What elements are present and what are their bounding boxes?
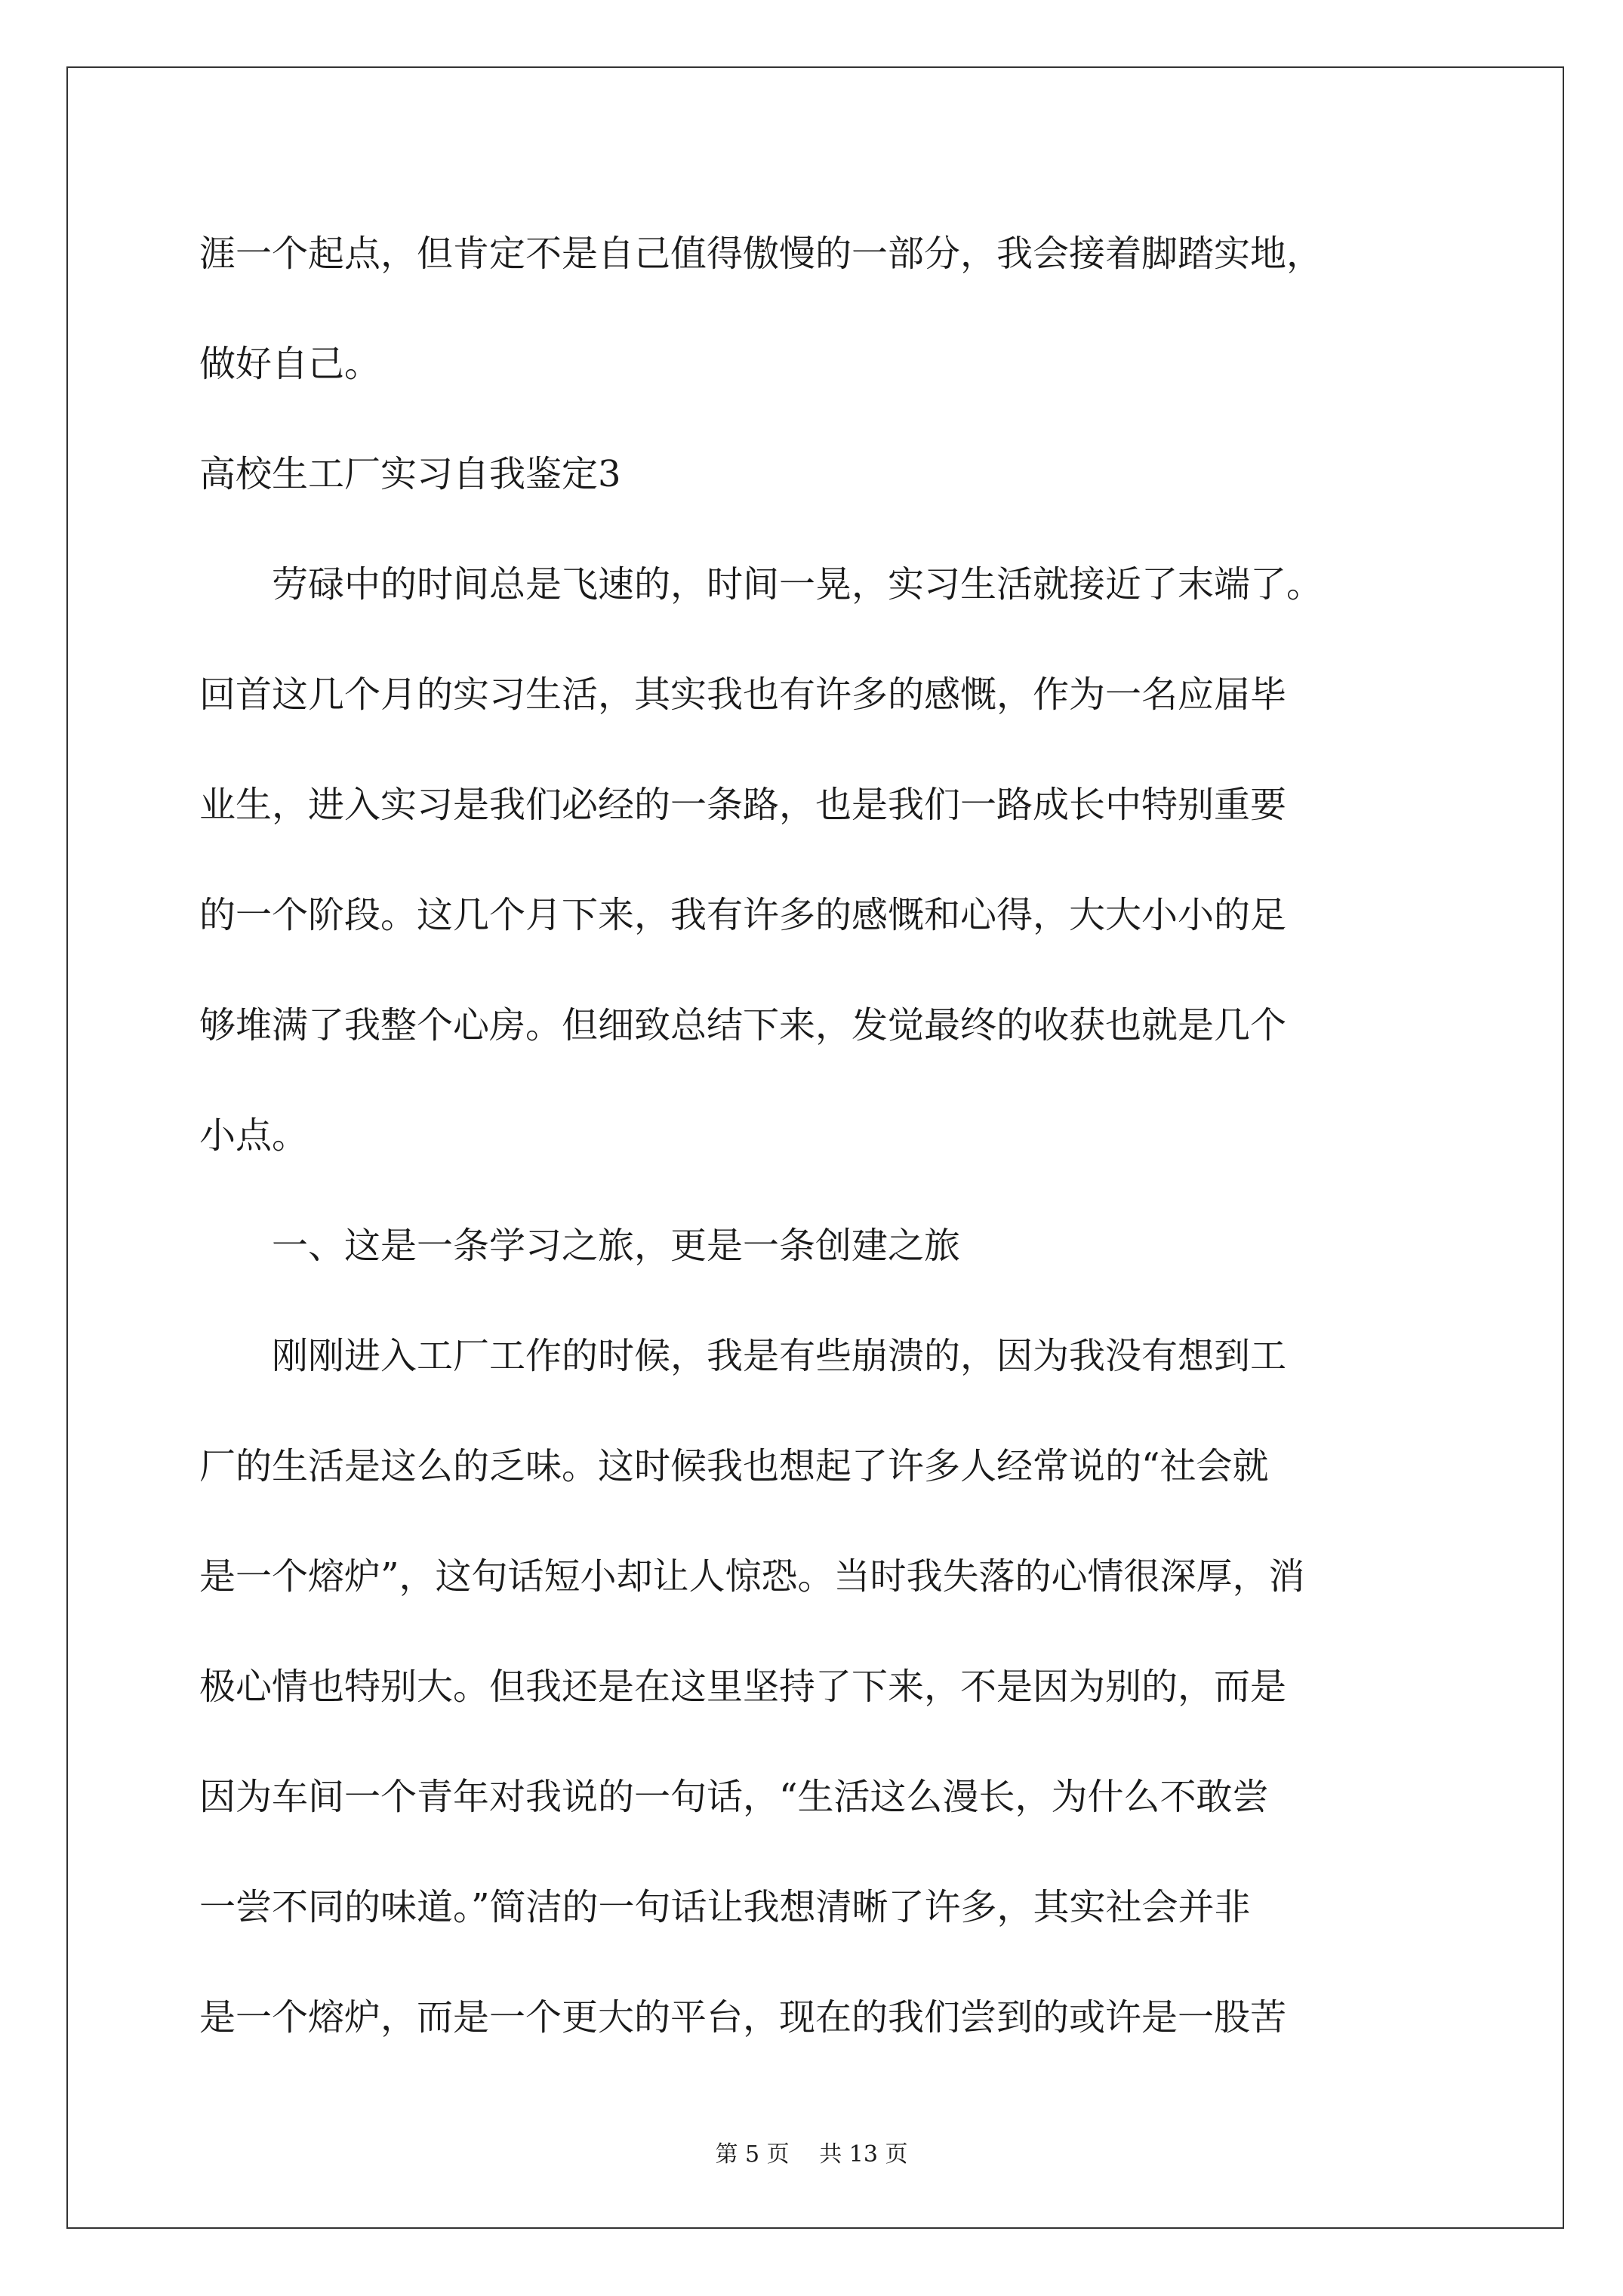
text-line-11: 刚刚进入工厂工作的时候，我是有些崩溃的，因为我没有想到工 bbox=[199, 1335, 1287, 1377]
text-line-14: 极心情也特别大。但我还是在这里坚持了下来，不是因为别的，而是 bbox=[199, 1666, 1287, 1708]
subsection-heading: 一、这是一条学习之旅，更是一条创建之旅 bbox=[199, 1225, 961, 1267]
text-line-2: 做好自己。 bbox=[199, 343, 381, 385]
text-line-12: 厂的生活是这么的乏味。这时候我也想起了许多人经常说的“社会就 bbox=[199, 1445, 1269, 1487]
text-line-7: 的一个阶段。这几个月下来，我有许多的感慨和心得，大大小小的足 bbox=[199, 894, 1287, 936]
text-line-9: 小点。 bbox=[199, 1114, 309, 1157]
text-line-16: 一尝不同的味道。”简洁的一句话让我想清晰了许多，其实社会并非 bbox=[199, 1886, 1251, 1928]
text-line-17: 是一个熔炉，而是一个更大的平台，现在的我们尝到的或许是一股苦 bbox=[199, 1996, 1287, 2039]
text-line-5: 回首这几个月的实习生活，其实我也有许多的感慨，作为一名应届毕 bbox=[199, 673, 1287, 716]
text-line-1: 涯一个起点，但肯定不是自己值得傲慢的一部分，我会接着脚踏实地， bbox=[199, 233, 1323, 275]
text-line-4: 劳碌中的时间总是飞速的，时间一晃，实习生活就接近了末端了。 bbox=[199, 563, 1323, 606]
page-number-footer: 第 5 页 共 13 页 bbox=[715, 2141, 908, 2168]
section-heading: 高校生工厂实习自我鉴定3 bbox=[199, 453, 621, 495]
text-line-8: 够堆满了我整个心房。但细致总结下来，发觉最终的收获也就是几个 bbox=[199, 1004, 1287, 1046]
text-line-6: 业生，进入实习是我们必经的一条路，也是我们一路成长中特别重要 bbox=[199, 784, 1287, 826]
text-line-13: 是一个熔炉”，这句话短小却让人惊恐。当时我失落的心情很深厚，消 bbox=[199, 1555, 1305, 1598]
text-line-15: 因为车间一个青年对我说的一句话，“生活这么漫长，为什么不敢尝 bbox=[199, 1776, 1269, 1818]
